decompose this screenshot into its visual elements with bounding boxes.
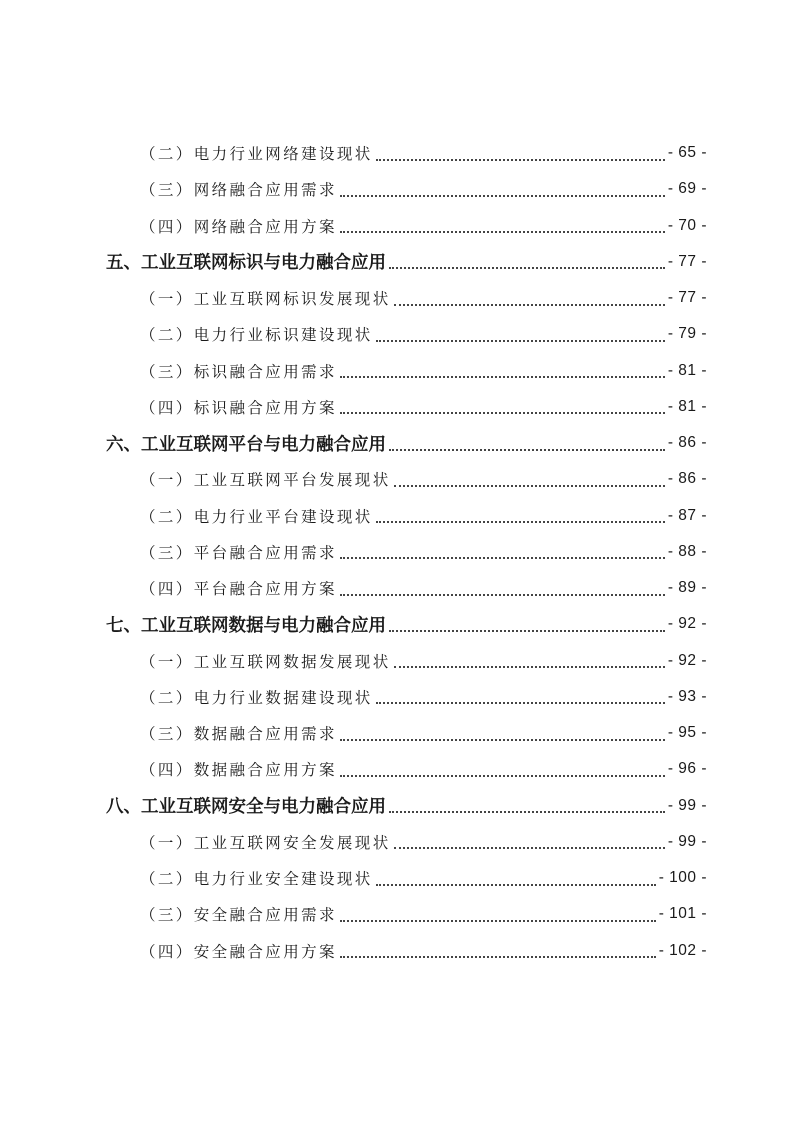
toc-entry[interactable] (0, 896, 793, 932)
toc-page-number: - 95 - (667, 724, 707, 742)
toc-entry[interactable] (0, 498, 793, 534)
toc-entry-title: （四）平台融合应用方案 (140, 580, 337, 599)
toc-entry[interactable] (0, 389, 793, 425)
toc-chapter-title: 六、工业互联网平台与电力融合应用 (106, 434, 386, 455)
toc-page-number: - 93 - (667, 687, 707, 705)
toc-entry[interactable] (0, 933, 793, 969)
toc-chapter-entry[interactable] (0, 788, 793, 824)
toc-chapter-title: 七、工业互联网数据与电力融合应用 (106, 615, 386, 636)
toc-dot-leader (340, 774, 665, 777)
toc-entry[interactable] (0, 316, 793, 352)
toc-page-number: - 86 - (667, 470, 707, 488)
toc-dot-leader (394, 303, 665, 306)
toc-entry-title: （四）数据融合应用方案 (140, 761, 337, 780)
toc-entry[interactable] (0, 715, 793, 751)
table-of-contents (0, 135, 793, 969)
toc-page-number: - 88 - (667, 542, 707, 560)
toc-entry-title: （二）电力行业标识建设现状 (140, 326, 373, 345)
toc-dot-leader (376, 883, 656, 886)
toc-dot-leader (376, 520, 665, 523)
toc-entry-title: （一）工业互联网平台发展现状 (140, 471, 391, 490)
toc-dot-leader (389, 629, 665, 632)
toc-entry-title: （三）平台融合应用需求 (140, 543, 337, 562)
toc-dot-leader (340, 738, 665, 741)
toc-dot-leader (340, 411, 665, 414)
toc-page-number: - 79 - (667, 325, 707, 343)
toc-dot-leader (340, 955, 656, 958)
toc-entry-title: （三）数据融合应用需求 (140, 725, 337, 744)
toc-page-number: - 69 - (667, 180, 707, 198)
toc-page-number: - 81 - (667, 397, 707, 415)
toc-page-number: - 99 - (667, 796, 707, 814)
toc-page-number: - 65 - (667, 144, 707, 162)
toc-dot-leader (340, 593, 665, 596)
toc-page-number: - 89 - (667, 579, 707, 597)
toc-dot-leader (389, 810, 665, 813)
toc-chapter-entry[interactable] (0, 606, 793, 642)
toc-dot-leader (394, 484, 665, 487)
toc-page-number: - 77 - (667, 252, 707, 270)
toc-entry[interactable] (0, 208, 793, 244)
toc-page-number: - 87 - (667, 506, 707, 524)
toc-page-number: - 101 - (658, 905, 707, 923)
toc-entry[interactable] (0, 570, 793, 606)
toc-dot-leader (376, 339, 665, 342)
toc-entry[interactable] (0, 534, 793, 570)
toc-dot-leader (340, 375, 665, 378)
toc-dot-leader (394, 665, 665, 668)
toc-entry[interactable] (0, 679, 793, 715)
toc-chapter-entry[interactable] (0, 244, 793, 280)
toc-page-number: - 70 - (667, 216, 707, 234)
toc-chapter-title: 五、工业互联网标识与电力融合应用 (106, 253, 386, 274)
toc-entry-title: （二）电力行业网络建设现状 (140, 145, 373, 164)
toc-dot-leader (394, 846, 665, 849)
toc-entry-title: （四）标识融合应用方案 (140, 398, 337, 417)
toc-page-number: - 92 - (667, 651, 707, 669)
toc-entry[interactable] (0, 860, 793, 896)
toc-entry[interactable] (0, 824, 793, 860)
toc-entry[interactable] (0, 643, 793, 679)
toc-dot-leader (389, 448, 665, 451)
toc-entry-title: （一）工业互联网安全发展现状 (140, 833, 391, 852)
toc-entry-title: （四）安全融合应用方案 (140, 942, 337, 961)
toc-dot-leader (340, 194, 665, 197)
toc-chapter-title: 八、工业互联网安全与电力融合应用 (106, 797, 386, 818)
toc-entry-title: （三）安全融合应用需求 (140, 906, 337, 925)
toc-entry[interactable] (0, 461, 793, 497)
toc-page-number: - 96 - (667, 760, 707, 778)
toc-entry[interactable] (0, 751, 793, 787)
toc-entry-title: （一）工业互联网数据发展现状 (140, 652, 391, 671)
toc-dot-leader (340, 230, 665, 233)
toc-page-number: - 86 - (667, 434, 707, 452)
toc-page-number: - 81 - (667, 361, 707, 379)
toc-dot-leader (389, 266, 665, 269)
toc-entry-title: （一）工业互联网标识发展现状 (140, 290, 391, 309)
toc-entry-title: （四）网络融合应用方案 (140, 217, 337, 236)
toc-page-number: - 77 - (667, 289, 707, 307)
toc-entry-title: （三）标识融合应用需求 (140, 362, 337, 381)
toc-dot-leader (340, 556, 665, 559)
toc-entry-title: （二）电力行业数据建设现状 (140, 688, 373, 707)
toc-entry[interactable] (0, 135, 793, 171)
toc-entry[interactable] (0, 171, 793, 207)
toc-entry-title: （二）电力行业安全建设现状 (140, 870, 373, 889)
toc-page-number: - 100 - (658, 869, 707, 887)
toc-page-number: - 102 - (658, 941, 707, 959)
toc-entry[interactable] (0, 353, 793, 389)
toc-page-number: - 92 - (667, 615, 707, 633)
toc-page-number: - 99 - (667, 832, 707, 850)
toc-dot-leader (376, 158, 665, 161)
toc-dot-leader (340, 919, 656, 922)
toc-entry-title: （二）电力行业平台建设现状 (140, 507, 373, 526)
toc-entry-title: （三）网络融合应用需求 (140, 181, 337, 200)
toc-chapter-entry[interactable] (0, 425, 793, 461)
toc-entry[interactable] (0, 280, 793, 316)
toc-dot-leader (376, 701, 665, 704)
